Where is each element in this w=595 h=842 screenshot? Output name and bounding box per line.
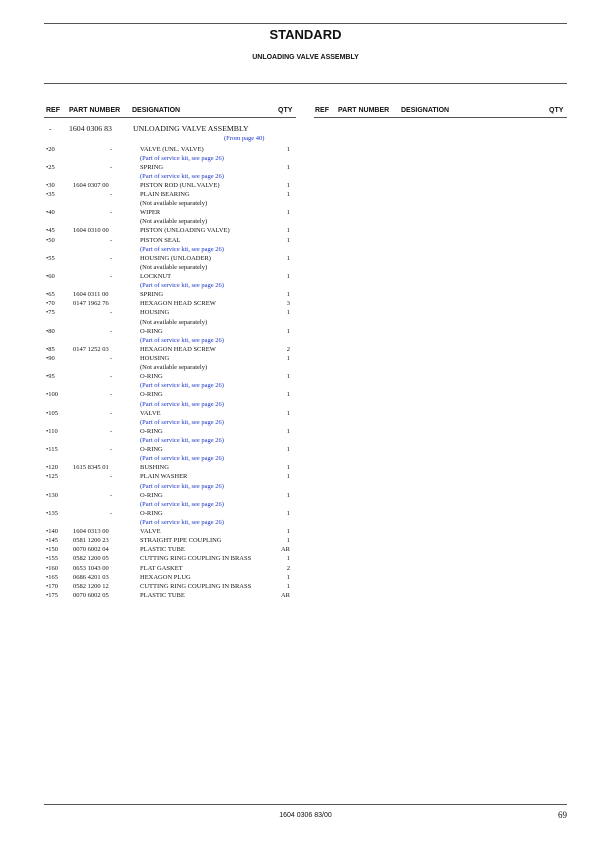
row-designation: PLAIN BEARING	[140, 191, 190, 199]
service-kit-link[interactable]: (Part of service kit, see page 26)	[140, 500, 224, 508]
row-part-number: -	[110, 409, 113, 417]
row-ref: •40	[46, 209, 55, 217]
row-qty: AR	[280, 546, 290, 554]
row-ref: •45	[46, 227, 55, 235]
row-ref: •35	[46, 191, 55, 199]
row-part-number: -	[110, 509, 113, 517]
column-header-rule	[44, 117, 296, 118]
row-designation: VALVE (UNL. VALVE)	[140, 145, 204, 153]
row-qty: 1	[286, 355, 290, 363]
row-designation: CUTTING RING COUPLING IN BRASS	[140, 555, 252, 563]
row-part-number: -	[110, 191, 113, 199]
row-qty: 1	[286, 528, 290, 536]
row-ref: •55	[46, 254, 55, 262]
row-designation: PISTON SEAL	[140, 236, 181, 244]
row-ref: •90	[46, 355, 55, 363]
row-qty: 1	[286, 391, 290, 399]
assembly-ref: -	[49, 124, 52, 133]
row-ref: •80	[46, 327, 55, 335]
col-header-ref-right: REF	[315, 107, 329, 114]
row-designation: HEXAGON HEAD SCREW	[140, 345, 216, 353]
col-header-part-number: PART NUMBER	[69, 107, 121, 114]
row-qty: 1	[286, 291, 290, 299]
row-note: (Not available separately)	[140, 200, 208, 208]
row-part-number: 0581 1200 23	[73, 537, 109, 545]
row-designation: LOCKNUT	[140, 273, 172, 281]
service-kit-link[interactable]: (Part of service kit, see page 26)	[140, 336, 224, 344]
page-number: 69	[558, 810, 567, 820]
service-kit-link[interactable]: (Part of service kit, see page 26)	[140, 455, 224, 463]
row-ref: •175	[46, 591, 59, 599]
row-designation: PISTON (UNLOADING VALVE)	[140, 227, 230, 235]
row-qty: 1	[286, 209, 290, 217]
row-designation: O-RING	[140, 391, 163, 399]
row-designation: O-RING	[140, 427, 163, 435]
row-ref: •130	[46, 491, 59, 499]
row-ref: •165	[46, 573, 59, 581]
row-qty: 1	[286, 145, 290, 153]
row-designation: CUTTING RING COUPLING IN BRASS	[140, 582, 252, 590]
row-designation: HOUSING	[140, 309, 170, 317]
row-designation: O-RING	[140, 446, 163, 454]
row-qty: 1	[286, 327, 290, 335]
row-part-number: -	[110, 391, 113, 399]
row-ref: •95	[46, 373, 55, 381]
row-part-number: -	[110, 309, 113, 317]
row-note: (Not available separately)	[140, 218, 208, 226]
row-note: (Not available separately)	[140, 364, 208, 372]
row-qty: 1	[286, 573, 290, 581]
col-header-designation: DESIGNATION	[132, 107, 181, 114]
row-designation: PLASTIC TUBE	[140, 591, 185, 599]
row-ref: •140	[46, 528, 59, 536]
row-qty: 1	[286, 473, 290, 481]
row-designation: WIPER	[140, 209, 161, 217]
row-part-number: -	[110, 373, 113, 381]
row-designation: VALVE	[140, 528, 161, 536]
row-qty: 1	[286, 491, 290, 499]
row-part-number: 1604 0313 00	[73, 528, 109, 536]
col-header-qty-right: QTY	[549, 107, 564, 114]
row-part-number: -	[110, 236, 113, 244]
row-designation: PLAIN WASHER	[140, 473, 188, 481]
row-qty: 1	[286, 464, 290, 472]
service-kit-link[interactable]: (Part of service kit, see page 26)	[140, 519, 224, 526]
row-qty: 1	[286, 181, 290, 189]
row-part-number: -	[110, 145, 113, 153]
row-ref: •25	[46, 163, 55, 171]
row-part-number: -	[110, 209, 113, 217]
row-part-number: -	[110, 254, 113, 262]
row-ref: •135	[46, 509, 59, 517]
assembly-from-page-link[interactable]: (From page 40)	[224, 135, 265, 142]
row-part-number: -	[110, 327, 113, 335]
row-designation: PISTON ROD (UNL.VALVE)	[140, 181, 220, 189]
col-header-designation-right: DESIGNATION	[401, 107, 450, 114]
row-ref: •160	[46, 564, 59, 572]
row-qty: 1	[286, 427, 290, 435]
row-ref: •120	[46, 464, 59, 472]
row-designation: SPRING	[140, 291, 164, 299]
row-designation: STRAIGHT PIPE COUPLING	[140, 537, 222, 545]
service-kit-link[interactable]: (Part of service kit, see page 26)	[140, 437, 224, 445]
row-note: (Not available separately)	[140, 263, 208, 271]
row-ref: •20	[46, 145, 55, 153]
row-part-number: 0147 1962 76	[73, 300, 109, 308]
row-designation: VALVE	[140, 409, 161, 417]
row-ref: •155	[46, 555, 59, 563]
row-qty: 2	[286, 564, 290, 572]
row-designation: PLASTIC TUBE	[140, 546, 185, 554]
row-ref: •50	[46, 236, 55, 244]
column-header-rule-right	[314, 117, 567, 118]
row-ref: •150	[46, 546, 59, 554]
service-kit-link[interactable]: (Part of service kit, see page 26)	[140, 154, 224, 162]
service-kit-link[interactable]: (Part of service kit, see page 26)	[140, 282, 224, 290]
row-ref: •110	[46, 427, 58, 435]
row-designation: O-RING	[140, 509, 163, 517]
service-kit-link[interactable]: (Part of service kit, see page 26)	[140, 382, 224, 390]
col-header-qty: QTY	[278, 107, 293, 114]
row-qty: AR	[280, 591, 290, 599]
service-kit-link[interactable]: (Part of service kit, see page 26)	[140, 418, 224, 426]
row-qty: 1	[286, 191, 290, 199]
row-designation: HOUSING (UNLOADER)	[140, 254, 211, 262]
footer-rule	[44, 804, 567, 805]
row-qty: 1	[286, 236, 290, 244]
row-ref: •60	[46, 273, 55, 281]
row-note: (Not available separately)	[140, 318, 208, 326]
row-ref: •105	[46, 409, 59, 417]
row-part-number: 0686 4201 03	[73, 573, 109, 581]
page-title: STANDARD	[269, 27, 342, 42]
row-part-number: 0070 6002 05	[73, 591, 109, 599]
row-ref: •75	[46, 309, 55, 317]
row-qty: 1	[286, 309, 290, 317]
row-ref: •125	[46, 473, 59, 481]
service-kit-link[interactable]: (Part of service kit, see page 26)	[140, 245, 224, 253]
row-part-number: 1604 0307 00	[73, 181, 109, 189]
assembly-designation: UNLOADING VALVE ASSEMBLY	[133, 124, 249, 133]
service-kit-link[interactable]: (Part of service kit, see page 26)	[140, 172, 224, 180]
row-part-number: 0653 1043 00	[73, 564, 109, 572]
row-part-number: 0147 1252 03	[73, 345, 109, 353]
row-designation: O-RING	[140, 373, 163, 381]
row-designation: SPRING	[140, 163, 164, 171]
col-header-ref: REF	[46, 107, 60, 114]
row-qty: 2	[286, 345, 290, 353]
row-qty: 1	[286, 163, 290, 171]
row-part-number: -	[110, 355, 113, 363]
row-part-number: -	[110, 163, 113, 171]
row-qty: 1	[286, 373, 290, 381]
row-ref: •30	[46, 181, 55, 189]
row-part-number: 0582 1200 12	[73, 582, 109, 590]
row-qty: 1	[286, 446, 290, 454]
service-kit-link[interactable]: (Part of service kit, see page 26)	[140, 482, 224, 490]
row-qty: 1	[286, 409, 290, 417]
row-designation: HOUSING	[140, 355, 170, 363]
row-part-number: 1615 8345 01	[73, 464, 109, 472]
assembly-part-number: 1604 0306 83	[69, 124, 112, 133]
row-part-number: -	[110, 473, 113, 481]
row-ref: •145	[46, 537, 59, 545]
row-designation: BUSHING	[140, 464, 169, 472]
row-ref: •70	[46, 300, 55, 308]
document-code: 1604 0306 83/00	[279, 812, 332, 819]
row-ref: •85	[46, 345, 55, 353]
row-designation: O-RING	[140, 327, 163, 335]
row-part-number: 0070 6002 04	[73, 546, 109, 554]
row-designation: HEXAGON HEAD SCREW	[140, 300, 216, 308]
row-qty: 1	[286, 582, 290, 590]
row-ref: •100	[46, 391, 59, 399]
row-part-number: -	[110, 427, 113, 435]
row-qty: 1	[286, 254, 290, 262]
row-designation: FLAT GASKET	[140, 564, 183, 572]
row-part-number: -	[110, 491, 113, 499]
header-rule	[44, 83, 567, 84]
row-qty: 3	[286, 300, 290, 308]
service-kit-link[interactable]: (Part of service kit, see page 26)	[140, 400, 224, 408]
row-ref: •65	[46, 291, 55, 299]
row-part-number: -	[110, 273, 113, 281]
row-part-number: 0582 1200 05	[73, 555, 109, 563]
page-subtitle: UNLOADING VALVE ASSEMBLY	[252, 54, 359, 61]
row-qty: 1	[286, 273, 290, 281]
row-designation: HEXAGON PLUG	[140, 573, 191, 581]
row-part-number: 1604 0310 00	[73, 227, 109, 235]
row-ref: •170	[46, 582, 59, 590]
row-qty: 1	[286, 537, 290, 545]
row-qty: 1	[286, 509, 290, 517]
top-rule	[44, 23, 567, 24]
col-header-part-number-right: PART NUMBER	[338, 107, 390, 114]
row-designation: O-RING	[140, 491, 163, 499]
row-part-number: -	[110, 446, 113, 454]
row-qty: 1	[286, 555, 290, 563]
row-qty: 1	[286, 227, 290, 235]
row-ref: •115	[46, 446, 58, 454]
row-part-number: 1604 0311 00	[73, 291, 109, 299]
